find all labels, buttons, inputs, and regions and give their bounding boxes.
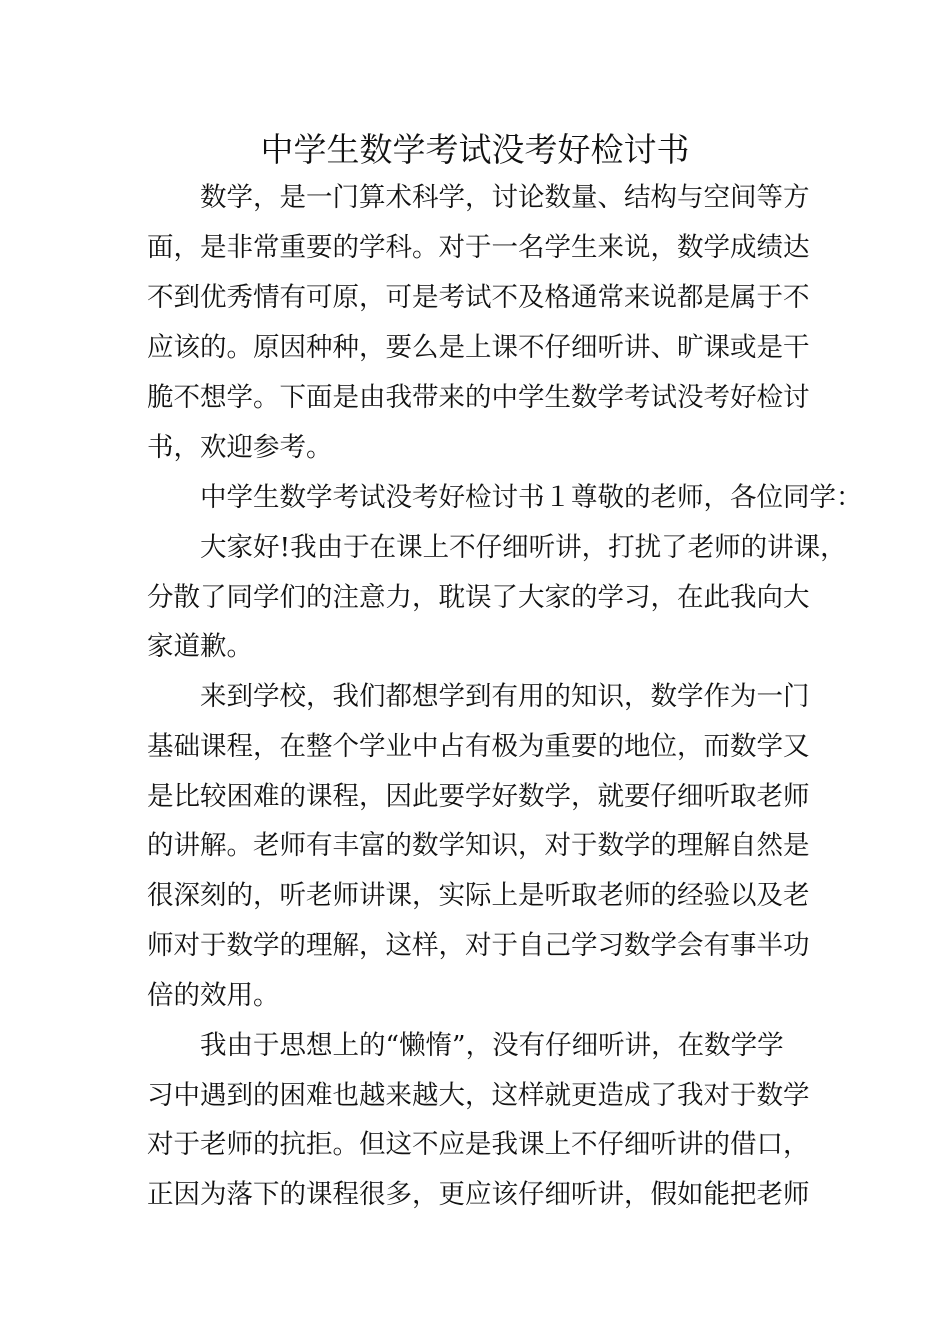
paragraph-line: 书，欢迎参考。 xyxy=(147,432,333,463)
paragraph-line: 中学生数学考试没考好检讨书１尊敬的老师，各位同学： xyxy=(200,482,863,513)
paragraph-line: 正因为落下的课程很多，更应该仔细听讲，假如能把老师 xyxy=(147,1179,810,1210)
paragraph-line: 对于老师的抗拒。但这不应是我课上不仔细听讲的借口， xyxy=(147,1129,810,1160)
paragraph-line: 倍的效用。 xyxy=(147,980,280,1011)
paragraph-line: 家道歉。 xyxy=(147,631,253,662)
paragraph-line: 大家好!我由于在课上不仔细听讲，打扰了老师的讲课， xyxy=(200,532,847,563)
paragraph-line: 脆不想学。下面是由我带来的中学生数学考试没考好检讨 xyxy=(147,382,810,413)
paragraph-line: 习中遇到的困难也越来越大，这样就更造成了我对于数学 xyxy=(147,1080,810,1111)
document-title: 中学生数学考试没考好检讨书 xyxy=(260,130,690,169)
paragraph-line: 基础课程，在整个学业中占有极为重要的地位，而数学又 xyxy=(147,731,810,762)
paragraph-line: 的讲解。老师有丰富的数学知识，对于数学的理解自然是 xyxy=(147,830,810,861)
paragraph-line: 师对于数学的理解，这样，对于自己学习数学会有事半功 xyxy=(147,930,810,961)
paragraph-line: 分散了同学们的注意力，耽误了大家的学习，在此我向大 xyxy=(147,582,810,613)
paragraph-line: 数学，是一门算术科学，讨论数量、结构与空间等方 xyxy=(200,182,810,213)
paragraph-line: 很深刻的，听老师讲课，实际上是听取老师的经验以及老 xyxy=(147,880,810,911)
paragraph-line: 来到学校，我们都想学到有用的知识，数学作为一门 xyxy=(200,681,810,712)
paragraph-line: 是比较困难的课程，因此要学好数学，就要仔细听取老师 xyxy=(147,781,810,812)
paragraph-line: 应该的。原因种种，要么是上课不仔细听讲、旷课或是干 xyxy=(147,332,810,363)
paragraph-line: 不到优秀情有可原，可是考试不及格通常来说都是属于不 xyxy=(147,282,810,313)
paragraph-line: 面，是非常重要的学科。对于一名学生来说，数学成绩达 xyxy=(147,232,810,263)
paragraph-line: 我由于思想上的“懒惰”，没有仔细听讲，在数学学 xyxy=(200,1030,784,1061)
